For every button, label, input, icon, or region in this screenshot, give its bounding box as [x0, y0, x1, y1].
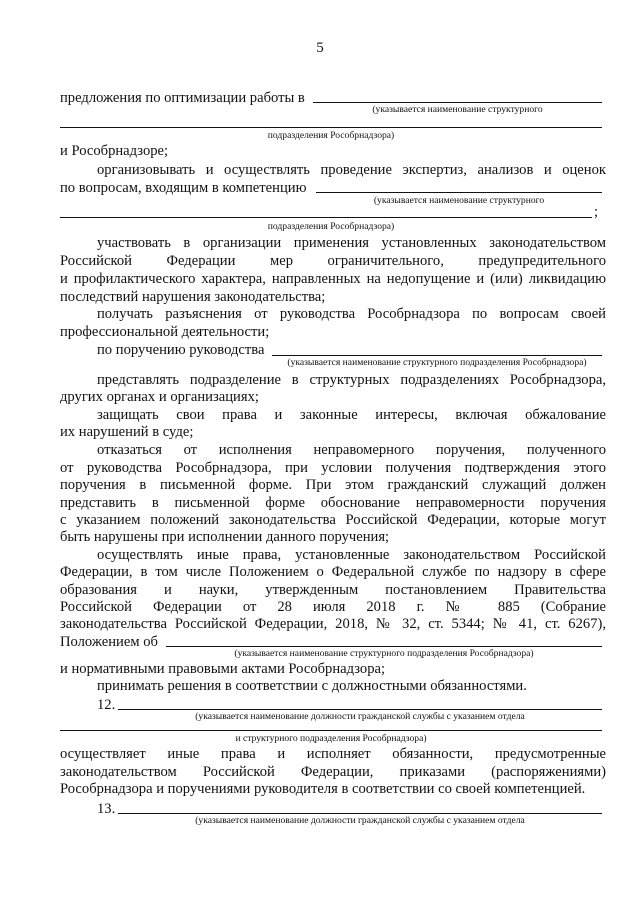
- text-line: предложения по оптимизации работы в: [60, 90, 305, 106]
- text-line: принимать решения в соответствии с должностными обязанностями.: [97, 678, 527, 694]
- text-line: законодательством Российской Федерации, приказами (распоряжениями): [60, 764, 606, 780]
- text-line: защищать свои права и законные интересы, включая обжалование: [97, 407, 606, 423]
- text-line: последствий нарушения законодательства;: [60, 289, 326, 305]
- field-caption: (указывается наименование должности гражданской службы с указанием отдела: [195, 711, 525, 722]
- fill-line: [60, 217, 592, 218]
- text-line: Российской Федерации от 28 июля 2018 г. № 885 (Собрание: [60, 599, 606, 615]
- text-line: получать разъяснения от руководства Рособрнадзора по вопросам своей: [97, 306, 606, 322]
- text-line: Положением об: [60, 634, 158, 650]
- fill-line: [313, 102, 602, 103]
- field-caption: подразделения Рособрнадзора): [267, 130, 395, 141]
- fill-line: [60, 730, 602, 731]
- text-line: Российской Федерации мер ограничительного, предупредительного: [60, 253, 606, 269]
- text-line: по поручению руководства: [97, 342, 265, 358]
- fill-line: [272, 355, 602, 356]
- field-caption: (указывается наименование должности гражданской службы с указанием отдела: [195, 815, 525, 826]
- text-line: законодательства Российской Федерации, 2018, № 32, ст. 5344; № 41, ст. 6267),: [60, 616, 606, 632]
- text-line: и Рособрнадзоре;: [60, 143, 169, 159]
- text-line: с указанием положений законодательства Российской Федерации, которые могут: [60, 512, 606, 528]
- text-line: и нормативными правовыми актами Рособрнадзора;: [60, 661, 386, 677]
- field-caption: (указывается наименование структурного: [372, 104, 543, 115]
- text-line: осуществлять иные права, установленные законодательством Российской: [97, 547, 606, 563]
- fill-line: [316, 192, 602, 193]
- fill-line: [118, 709, 602, 710]
- text-line: представить в письменной форме обоснование неправомерности поручения: [60, 495, 606, 511]
- text-line: других органах и организациях;: [60, 389, 259, 405]
- page-number: 5: [316, 40, 324, 56]
- semicolon: ;: [594, 204, 599, 220]
- item-number: 12.: [97, 697, 116, 713]
- text-line: их нарушений в суде;: [60, 424, 194, 440]
- text-line: отказаться от исполнения неправомерного поручения, полученного: [97, 442, 606, 458]
- text-line: по вопросам, входящим в компетенцию: [60, 180, 307, 196]
- text-line: участвовать в организации применения установленных законодательством: [97, 235, 606, 251]
- field-caption: (указывается наименование структурного подразделения Рособрнадзора): [287, 357, 587, 368]
- text-line: осуществляет иные права и исполняет обязанности, предусмотренные: [60, 746, 606, 762]
- text-line: поручения в письменной форме. При этом гражданский служащий должен: [60, 477, 606, 493]
- text-line: организовывать и осуществлять проведение экспертиз, анализов и оценок: [97, 162, 606, 178]
- fill-line: [166, 646, 602, 647]
- text-line: от руководства Рособрнадзора, при условии получения подтверждения этого: [60, 460, 606, 476]
- text-line: профессиональной деятельности;: [60, 324, 270, 340]
- fill-line: [60, 127, 602, 128]
- field-caption: и структурного подразделения Рособрнадзора): [235, 733, 427, 744]
- text-line: Федерации, в том числе Положением о Федеральной службе по надзору в сфере: [60, 564, 606, 580]
- text-line: представлять подразделение в структурных подразделениях Рособрнадзора,: [97, 372, 606, 388]
- field-caption: (указывается наименование структурного: [373, 195, 545, 206]
- text-line: Рособрнадзора и поручениями руководителя в соответствии со своей компетенцией.: [60, 781, 586, 797]
- field-caption: (указывается наименование структурного подразделения Рособрнадзора): [234, 648, 534, 659]
- text-line: образования и науки, утвержденным постановлением Правительства: [60, 582, 606, 598]
- item-number: 13.: [97, 801, 116, 817]
- text-line: и профилактического характера, направленных на недопущение и (или) ликвидацию: [60, 271, 606, 287]
- text-line: быть нарушены при исполнении данного поручения;: [60, 529, 390, 545]
- field-caption: подразделения Рособрнадзора): [267, 221, 395, 232]
- fill-line: [118, 813, 602, 814]
